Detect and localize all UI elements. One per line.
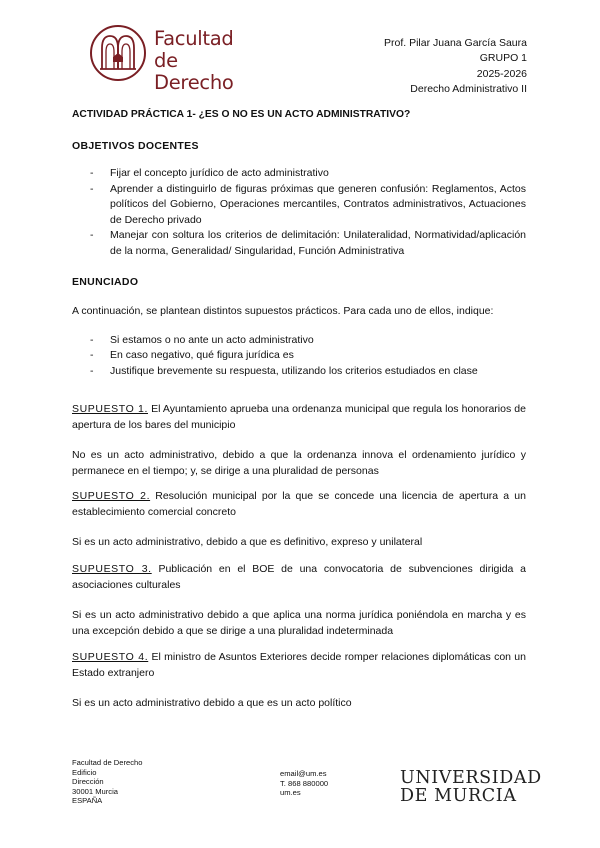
case-label: SUPUESTO 4. bbox=[72, 651, 149, 663]
faculty-name bbox=[154, 28, 258, 94]
list-item: - Justifique brevemente su respuesta, utilizando los criterios estudiados en clase bbox=[72, 364, 526, 380]
subject: Derecho Administrativo II bbox=[410, 82, 527, 95]
case-1 bbox=[72, 402, 526, 479]
footer-address-line: Dirección bbox=[72, 777, 104, 787]
university-line-1: UNIVERSIDAD bbox=[400, 768, 542, 788]
statement-list bbox=[72, 333, 526, 380]
case-label: SUPUESTO 2. bbox=[72, 490, 151, 502]
list-item: - Aprender a distinguirlo de figuras próximas que generen confusión: Reglamentos, Actos políticos del Gobierno, Operaciones mercantiles, Contratos administrativos, Actuaciones de Derecho privado bbox=[72, 182, 526, 229]
footer-postcode: 30001 Murcia bbox=[72, 786, 119, 796]
list-item: - Fijar el concepto jurídico de acto administrativo bbox=[72, 166, 526, 182]
academic-year: 2025-2026 bbox=[476, 67, 527, 80]
footer-faculty: Facultad de Derecho bbox=[72, 758, 143, 767]
case-answer: No es un acto administrativo, debido a que la ordenanza innova el ordenamiento jurídico y permanece en el tiempo; y, se dirige a una pluralidad de personas bbox=[72, 449, 526, 477]
footer-country: ESPAÑA bbox=[72, 796, 103, 806]
professor-name: Prof. Pilar Juana García Saura bbox=[384, 37, 527, 49]
case-question bbox=[72, 402, 526, 433]
document-body bbox=[72, 108, 526, 379]
faculty-logo bbox=[88, 22, 258, 94]
list-item: - Manejar con soltura los criterios de delimitación: Unilateralidad, Normatividad/aplicación de la norma, Generalidad/ Singularidad, Función Administrativa bbox=[72, 228, 526, 259]
statement-heading: ENUNCIADO bbox=[72, 276, 139, 288]
university-logo bbox=[400, 769, 542, 805]
faculty-emblem-icon bbox=[88, 22, 148, 84]
objectives-heading: OBJETIVOS DOCENTES bbox=[72, 140, 199, 152]
case-answer: Si es un acto administrativo debido a que es un acto político bbox=[72, 697, 352, 709]
case-answer: Si es un acto administrativo debido a que aplica una norma jurídica poniéndola en marcha y es una excepción debido a que se dirige a una pluralidad indeterminada bbox=[72, 609, 526, 637]
case-answer: Si es un acto administrativo, debido a que es definitivo, expreso y unilateral bbox=[72, 536, 423, 548]
case-4 bbox=[72, 650, 526, 712]
case-text: Resolución municipal por la que se concede una licencia de apertura a un establecimiento comercial concreto bbox=[72, 490, 526, 518]
logo-line-1: Facultad bbox=[154, 27, 234, 50]
case-3 bbox=[72, 562, 526, 639]
logo-line-2: de Derecho bbox=[154, 49, 234, 94]
case-2 bbox=[72, 489, 526, 551]
footer-email[interactable]: email@um.es bbox=[280, 769, 327, 778]
case-text: El Ayuntamiento aprueba una ordenanza municipal que regula los honorarios de apertura de los bares del municipio bbox=[72, 403, 526, 431]
university-line-2: DE MURCIA bbox=[400, 786, 517, 806]
case-text: Publicación en el BOE de una convocatoria de subvenciones dirigida a asociaciones culturales bbox=[72, 563, 526, 591]
list-item: - En caso negativo, qué figura jurídica es bbox=[72, 348, 526, 364]
statement-intro: A continuación, se plantean distintos supuestos prácticos. Para cada uno de ellos, indique: bbox=[72, 305, 494, 317]
case-question bbox=[72, 650, 526, 681]
case-question bbox=[72, 489, 526, 520]
case-question bbox=[72, 562, 526, 593]
header-info bbox=[384, 36, 527, 97]
case-label: SUPUESTO 1. bbox=[72, 403, 148, 415]
page-title: ACTIVIDAD PRÁCTICA 1- ¿ES O NO ES UN ACTO ADMINISTRATIVO? bbox=[72, 109, 411, 120]
list-item: - Si estamos o no ante un acto administrativo bbox=[72, 333, 526, 349]
objectives-list bbox=[72, 166, 526, 259]
group: GRUPO 1 bbox=[479, 52, 527, 65]
footer-address bbox=[72, 758, 143, 806]
case-label: SUPUESTO 3. bbox=[72, 563, 152, 575]
footer-contact bbox=[280, 769, 328, 798]
case-text: El ministro de Asuntos Exteriores decide romper relaciones diplomáticas con un Estado extranjero bbox=[72, 651, 526, 679]
footer-phone: T. 868 880000 bbox=[280, 778, 329, 788]
footer-building: Edificio bbox=[72, 767, 97, 777]
footer-website[interactable]: um.es bbox=[280, 788, 301, 798]
